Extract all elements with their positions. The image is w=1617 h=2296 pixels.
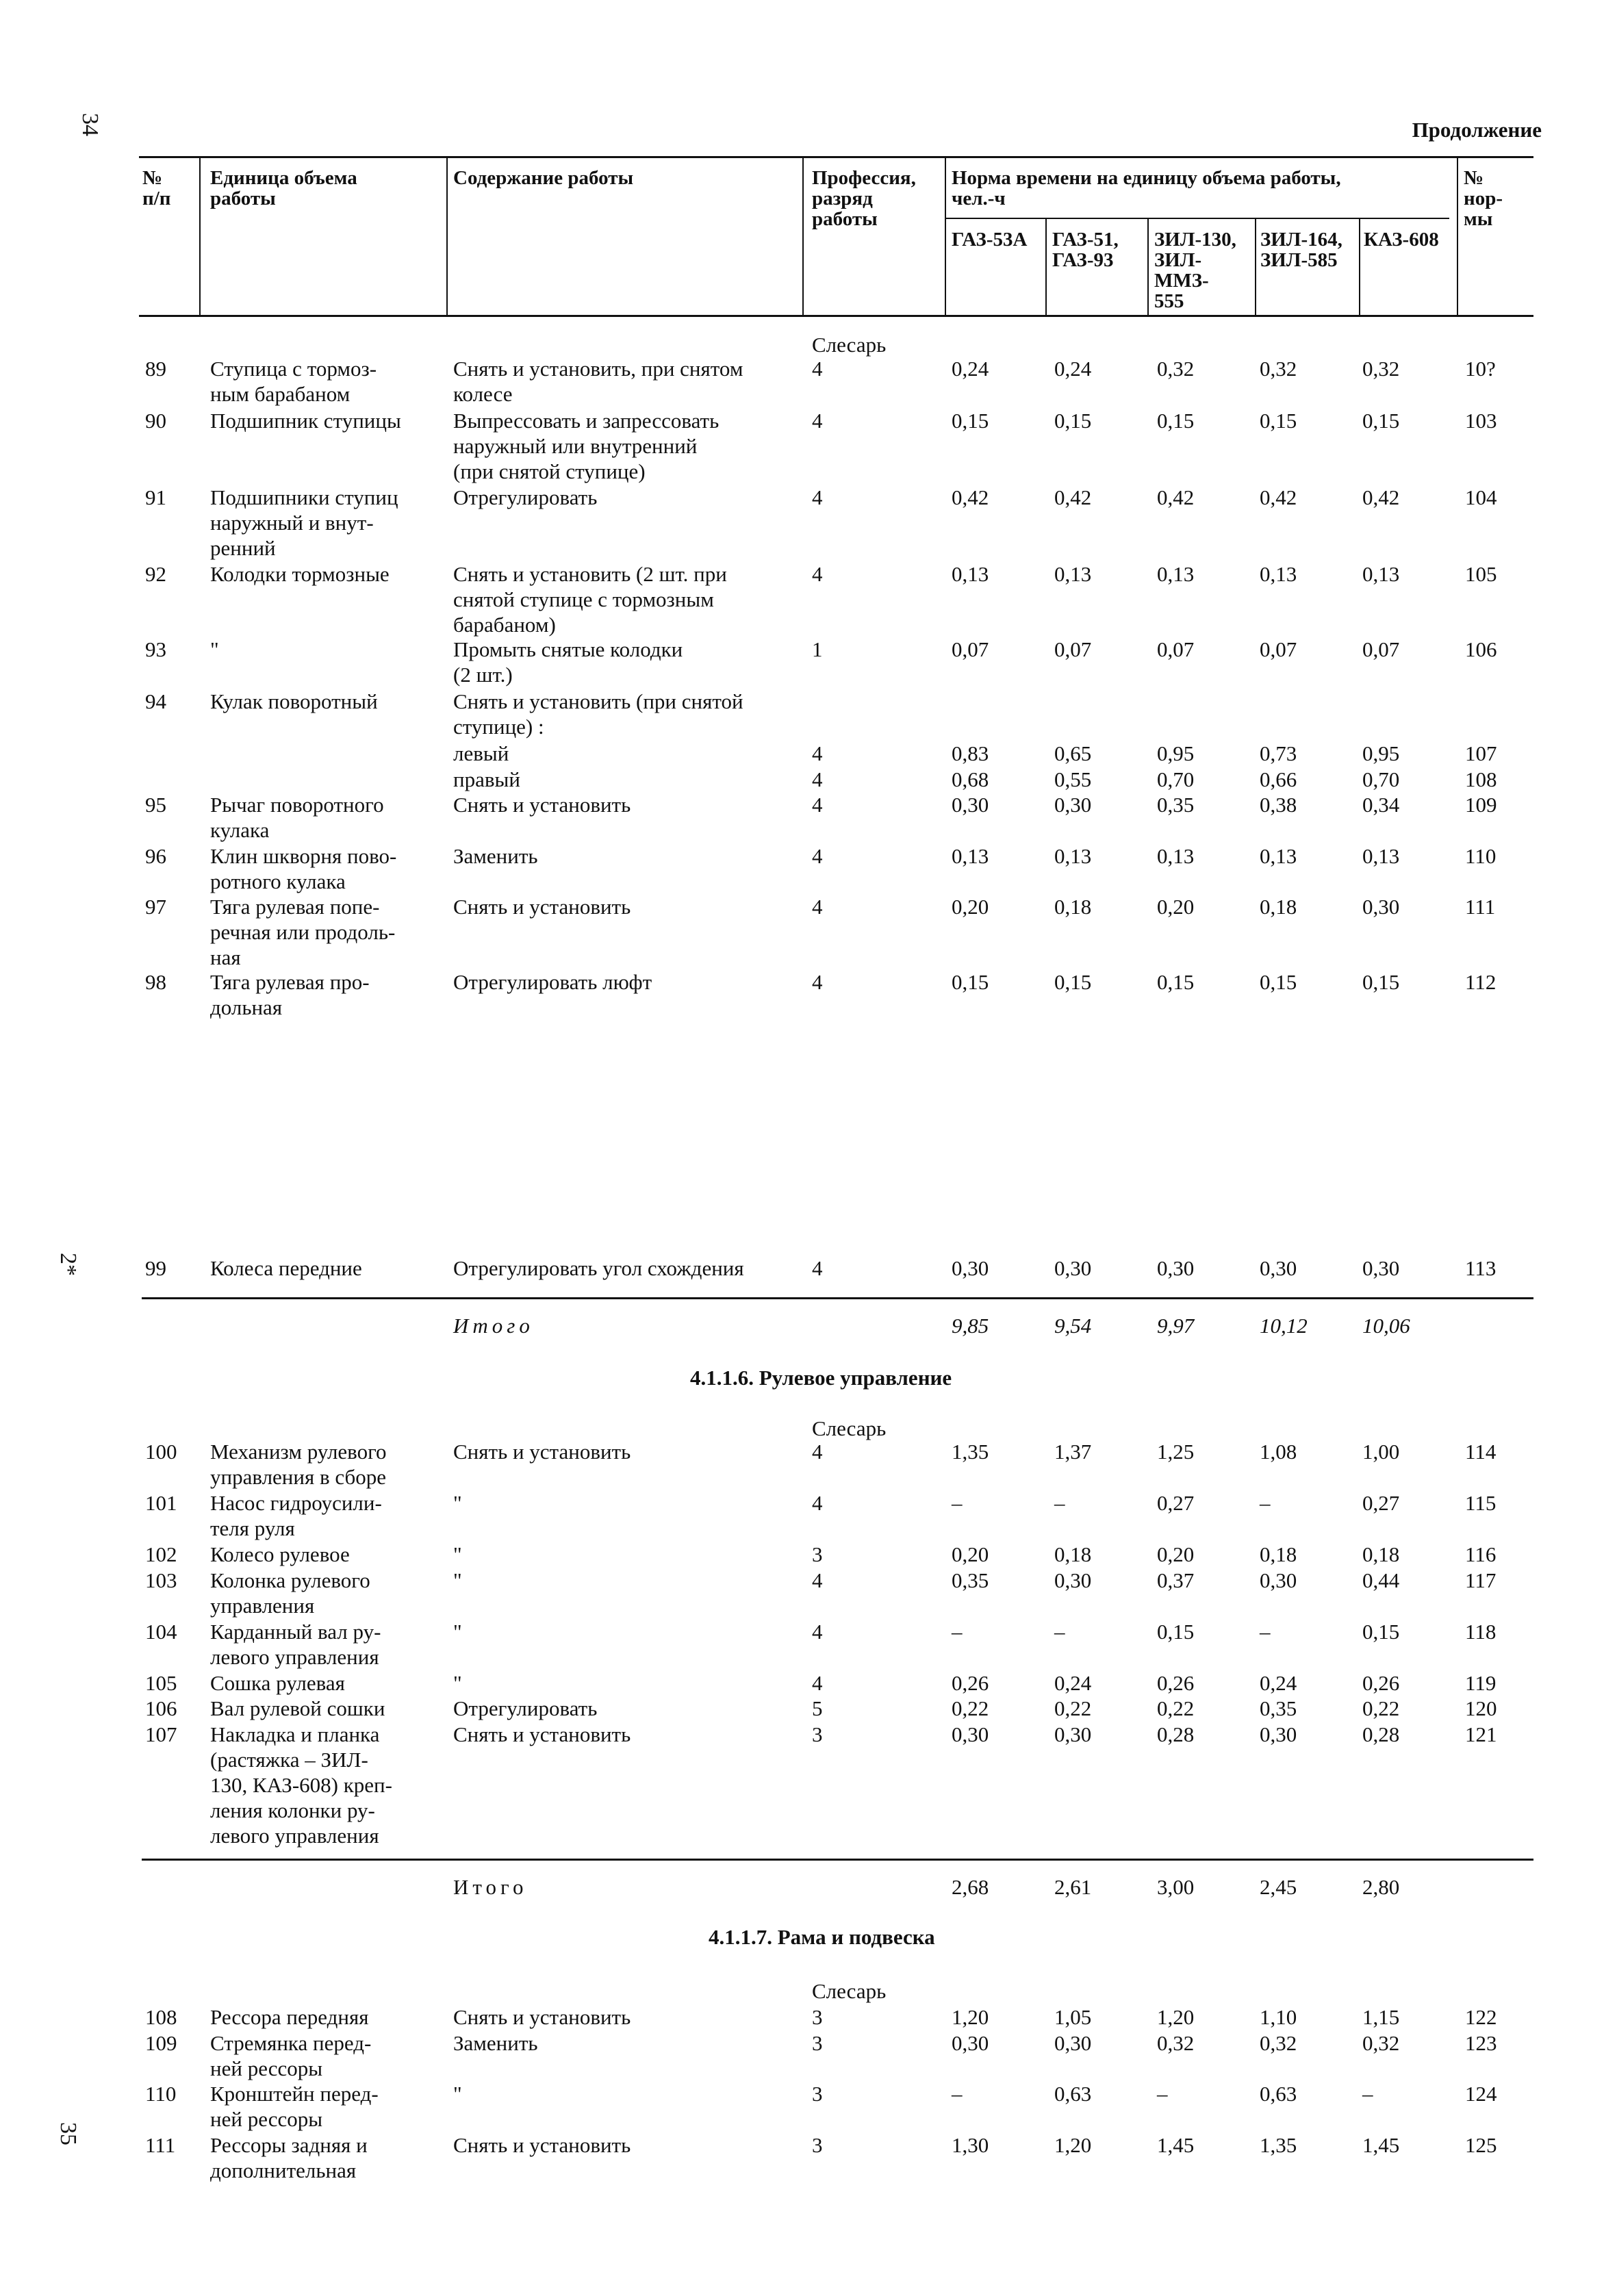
row-norm-number: 113 (1465, 1256, 1497, 1280)
row-time-value: 1,35 (952, 1440, 989, 1464)
row-time-value: 0,20 (952, 1542, 989, 1566)
row-time-value: 0,68 (952, 767, 989, 791)
row-time-value: 0,22 (1054, 1696, 1092, 1720)
total-value: 10,06 (1362, 1314, 1410, 1338)
header-top-rule (139, 156, 1533, 158)
row-time-value: 0,28 (1362, 1722, 1400, 1746)
header-col-norm-no: № нор- мы (1464, 167, 1503, 230)
row-time-value: 0,15 (1362, 970, 1400, 994)
total-value: 9,54 (1054, 1314, 1092, 1338)
header-mid-rule (946, 218, 1449, 219)
row-time-value: 0,37 (1157, 1568, 1195, 1592)
total-value: 10,12 (1260, 1314, 1308, 1338)
total-rule (142, 1859, 1533, 1861)
row-time-value: 0,95 (1157, 741, 1195, 765)
row-grade: 4 (812, 485, 823, 509)
row-number: 96 (145, 844, 166, 868)
row-time-value: 1,45 (1157, 2133, 1195, 2157)
header-vrule (1147, 218, 1149, 315)
row-work: Снять и установить (453, 793, 631, 817)
page-number-top: 34 (77, 113, 103, 136)
row-time-value: 0,70 (1362, 767, 1400, 791)
row-time-value: 0,24 (1054, 1671, 1092, 1695)
row-time-value: 0,07 (1362, 637, 1400, 661)
row-unit: Колеса передние (210, 1256, 362, 1280)
row-time-value: 0,65 (1054, 741, 1092, 765)
row-number: 93 (145, 637, 166, 661)
row-time-value: 0,66 (1260, 767, 1297, 791)
row-grade: 3 (812, 2133, 823, 2157)
row-norm-number: 112 (1465, 970, 1497, 994)
header-col-norm: Норма времени на единицу объема работы, чел.-ч (952, 167, 1341, 209)
row-time-value: 0,07 (1157, 637, 1195, 661)
total-value: 3,00 (1157, 1875, 1195, 1899)
continuation-label: Продолжение (1412, 118, 1542, 142)
row-work: " (453, 1491, 462, 1515)
row-number: 107 (145, 1722, 177, 1746)
row-time-value: 0,70 (1157, 767, 1195, 791)
row-time-value: 0,26 (1362, 1671, 1400, 1695)
row-unit: Рычаг поворотного кулака (210, 793, 384, 842)
row-unit: Кулак поворотный (210, 689, 378, 713)
row-number: 108 (145, 2005, 177, 2029)
row-norm-number: 120 (1465, 1696, 1497, 1720)
row-number: 100 (145, 1440, 177, 1464)
row-time-value: 1,20 (952, 2005, 989, 2029)
row-unit: Кронштейн перед- ней рессоры (210, 2082, 379, 2131)
total-label: Итого (453, 1314, 534, 1338)
header-bottom-rule (139, 315, 1533, 317)
total-value: 2,61 (1054, 1875, 1092, 1899)
row-time-value: 1,00 (1362, 1440, 1400, 1464)
row-time-value: 0,15 (952, 970, 989, 994)
total-value: 2,80 (1362, 1875, 1400, 1899)
row-norm-number: 117 (1465, 1568, 1497, 1592)
total-value: 9,85 (952, 1314, 989, 1338)
row-time-value: 0,24 (1260, 1671, 1297, 1695)
header-vrule (1045, 218, 1047, 315)
row-unit: Насос гидроусили- теля руля (210, 1491, 382, 1540)
row-work: " (453, 1542, 462, 1566)
row-number: 110 (145, 2082, 177, 2106)
row-norm-number: 115 (1465, 1491, 1497, 1515)
profession-label: Слесарь (812, 1979, 887, 2003)
profession-label: Слесарь (812, 333, 887, 357)
row-time-value: 0,30 (1054, 2031, 1092, 2055)
row-time-value: 0,07 (952, 637, 989, 661)
row-work: Снять и установить, при снятом колесе (453, 357, 743, 406)
row-unit: Карданный вал ру- левого управления (210, 1620, 381, 1669)
row-time-value: 0,42 (952, 485, 989, 509)
row-work: Снять и установить (453, 2005, 631, 2029)
row-time-value: 0,32 (1157, 2031, 1195, 2055)
row-time-value: 0,13 (952, 844, 989, 868)
row-time-value: – (1157, 2082, 1168, 2106)
row-time-value: 1,15 (1362, 2005, 1400, 2029)
row-work: " (453, 1568, 462, 1592)
row-time-value: 0,13 (1260, 562, 1297, 586)
row-grade: 4 (812, 562, 823, 586)
row-time-value: 0,30 (1362, 895, 1400, 919)
row-work: Промыть снятые колодки (2 шт.) (453, 637, 683, 687)
row-work: Выпрессовать и запрессовать наружный или внутренний (при снятой ступице) (453, 409, 720, 483)
row-unit: " (210, 637, 219, 661)
row-time-value: 0,15 (1260, 409, 1297, 433)
header-vrule (1457, 156, 1458, 315)
row-time-value: – (952, 1620, 963, 1644)
row-time-value: 0,32 (1362, 357, 1400, 381)
row-norm-number: 107 (1465, 741, 1497, 765)
row-time-value: 0,15 (1362, 1620, 1400, 1644)
row-time-value: 0,30 (1260, 1256, 1297, 1280)
row-number: 106 (145, 1696, 177, 1720)
row-time-value: 0,30 (952, 1256, 989, 1280)
row-work: Отрегулировать угол схождения (453, 1256, 744, 1280)
row-time-value: – (1054, 1620, 1065, 1644)
row-grade: 3 (812, 1722, 823, 1746)
row-norm-number: 110 (1465, 844, 1497, 868)
row-work: " (453, 1620, 462, 1644)
row-norm-number: 114 (1465, 1440, 1497, 1464)
row-unit: Подшипники ступиц наружный и внут- ренний (210, 485, 398, 560)
row-time-value: 0,13 (1362, 562, 1400, 586)
row-grade: 4 (812, 793, 823, 817)
row-time-value: 0,18 (1054, 1542, 1092, 1566)
row-unit: Механизм рулевого управления в сборе (210, 1440, 387, 1489)
row-norm-number: 122 (1465, 2005, 1497, 2029)
row-unit: Накладка и планка (растяжка – ЗИЛ- 130, КАЗ-608) креп- ления колонки ру- левого управления (210, 1722, 392, 1848)
row-time-value: 0,15 (1157, 970, 1195, 994)
row-grade: 4 (812, 1491, 823, 1515)
profession-label: Слесарь (812, 1416, 887, 1440)
row-norm-number: 10? (1465, 357, 1496, 381)
row-norm-number: 125 (1465, 2133, 1497, 2157)
row-grade: 5 (812, 1696, 823, 1720)
row-norm-number: 118 (1465, 1620, 1497, 1644)
row-time-value: 0,30 (1157, 1256, 1195, 1280)
row-time-value: 0,63 (1260, 2082, 1297, 2106)
total-value: 2,68 (952, 1875, 989, 1899)
row-time-value: – (1362, 2082, 1373, 2106)
row-norm-number: 109 (1465, 793, 1497, 817)
row-time-value: 0,30 (1054, 1256, 1092, 1280)
row-unit: Сошка рулевая (210, 1671, 345, 1695)
row-time-value: 0,15 (1260, 970, 1297, 994)
row-grade: 4 (812, 895, 823, 919)
row-time-value: 0,30 (1054, 1722, 1092, 1746)
row-work: " (453, 2082, 462, 2106)
row-grade: 4 (812, 1620, 823, 1644)
row-time-value: 1,35 (1260, 2133, 1297, 2157)
row-unit: Клин шкворня пово- ротного кулака (210, 844, 397, 893)
row-grade: 4 (812, 844, 823, 868)
row-grade: 3 (812, 2005, 823, 2029)
row-time-value: 1,37 (1054, 1440, 1092, 1464)
row-unit: Тяга рулевая про- дольная (210, 970, 370, 1019)
row-work: левый (453, 741, 509, 765)
header-model: ЗИЛ-164, ЗИЛ-585 (1260, 229, 1342, 271)
row-grade: 3 (812, 2031, 823, 2055)
row-time-value: 0,22 (1362, 1696, 1400, 1720)
row-time-value: 1,30 (952, 2133, 989, 2157)
row-norm-number: 111 (1465, 895, 1496, 919)
row-time-value: – (1260, 1491, 1271, 1515)
row-time-value: 0,18 (1362, 1542, 1400, 1566)
row-grade: 1 (812, 637, 823, 661)
row-grade: 4 (812, 767, 823, 791)
row-time-value: 0,30 (1362, 1256, 1400, 1280)
header-vrule (945, 156, 946, 315)
row-time-value: 0,15 (1157, 1620, 1195, 1644)
row-number: 92 (145, 562, 166, 586)
row-time-value: – (1054, 1491, 1065, 1515)
row-unit: Колесо рулевое (210, 1542, 350, 1566)
row-time-value: 0,13 (1054, 844, 1092, 868)
row-time-value: 0,13 (1054, 562, 1092, 586)
header-vrule (446, 156, 448, 315)
row-time-value: 0,30 (1260, 1722, 1297, 1746)
row-work: Снять и установить (453, 2133, 631, 2157)
row-time-value: 0,13 (1157, 562, 1195, 586)
row-time-value: 0,32 (1157, 357, 1195, 381)
row-time-value: 0,28 (1157, 1722, 1195, 1746)
row-time-value: 0,13 (1260, 844, 1297, 868)
total-rule (142, 1297, 1533, 1299)
section-title: 4.1.1.6. Рулевое управление (690, 1366, 952, 1390)
row-work: Заменить (453, 844, 538, 868)
row-time-value: 0,42 (1362, 485, 1400, 509)
row-time-value: 0,83 (952, 741, 989, 765)
row-number: 95 (145, 793, 166, 817)
row-time-value: 0,30 (952, 1722, 989, 1746)
row-time-value: 0,18 (1054, 895, 1092, 919)
row-number: 89 (145, 357, 166, 381)
header-model: ГАЗ-53А (952, 229, 1028, 251)
row-time-value: 0,38 (1260, 793, 1297, 817)
row-norm-number: 123 (1465, 2031, 1497, 2055)
header-model: ЗИЛ-130, ЗИЛ- ММЗ- 555 (1154, 229, 1236, 312)
row-grade: 3 (812, 2082, 823, 2106)
row-work: Отрегулировать люфт (453, 970, 652, 994)
row-time-value: 0,32 (1260, 2031, 1297, 2055)
row-unit: Вал рулевой сошки (210, 1696, 385, 1720)
row-time-value: 0,20 (952, 895, 989, 919)
header-col-profession: Профессия, разряд работы (812, 167, 916, 230)
row-work: Отрегулировать (453, 485, 598, 509)
row-time-value: 0,27 (1362, 1491, 1400, 1515)
row-time-value: 1,20 (1157, 2005, 1195, 2029)
row-time-value: 0,20 (1157, 1542, 1195, 1566)
row-time-value: 1,25 (1157, 1440, 1195, 1464)
header-col-num: № п/п (142, 167, 171, 209)
row-work: " (453, 1671, 462, 1695)
row-time-value: 0,18 (1260, 895, 1297, 919)
row-unit: Стремянка перед- ней рессоры (210, 2031, 372, 2080)
row-number: 111 (145, 2133, 176, 2157)
row-time-value: 1,45 (1362, 2133, 1400, 2157)
row-time-value: 0,07 (1260, 637, 1297, 661)
side-mark: 2* (55, 1253, 81, 1276)
row-number: 97 (145, 895, 166, 919)
total-value: 2,45 (1260, 1875, 1297, 1899)
row-time-value: 0,63 (1054, 2082, 1092, 2106)
total-label: Итого (453, 1875, 528, 1899)
row-time-value: 0,34 (1362, 793, 1400, 817)
row-time-value: 0,13 (952, 562, 989, 586)
row-norm-number: 106 (1465, 637, 1497, 661)
row-number: 90 (145, 409, 166, 433)
row-work: правый (453, 767, 520, 791)
row-time-value: 0,95 (1362, 741, 1400, 765)
row-time-value: 0,32 (1362, 2031, 1400, 2055)
row-time-value: 0,30 (1054, 793, 1092, 817)
header-vrule (1255, 218, 1256, 315)
row-time-value: 0,32 (1260, 357, 1297, 381)
row-time-value: 0,07 (1054, 637, 1092, 661)
row-time-value: – (952, 2082, 963, 2106)
row-time-value: 0,15 (1157, 409, 1195, 433)
row-time-value: 1,20 (1054, 2133, 1092, 2157)
row-unit: Колодки тормозные (210, 562, 390, 586)
row-grade: 4 (812, 1440, 823, 1464)
row-time-value: 0,22 (1157, 1696, 1195, 1720)
row-number: 109 (145, 2031, 177, 2055)
row-grade: 4 (812, 409, 823, 433)
row-time-value: 0,30 (952, 793, 989, 817)
row-time-value: 1,05 (1054, 2005, 1092, 2029)
row-time-value: 0,42 (1260, 485, 1297, 509)
row-number: 99 (145, 1256, 166, 1280)
row-time-value: 0,35 (1260, 1696, 1297, 1720)
row-grade: 4 (812, 1568, 823, 1592)
row-time-value: – (952, 1491, 963, 1515)
total-value: 9,97 (1157, 1314, 1195, 1338)
row-time-value: 0,15 (1362, 409, 1400, 433)
row-time-value: 0,73 (1260, 741, 1297, 765)
row-work: Отрегулировать (453, 1696, 598, 1720)
header-col-unit: Единица объема работы (210, 167, 357, 209)
row-unit: Колонка рулевого управления (210, 1568, 370, 1618)
row-norm-number: 121 (1465, 1722, 1497, 1746)
row-time-value: 1,08 (1260, 1440, 1297, 1464)
header-model: ГАЗ-51, ГАЗ-93 (1052, 229, 1119, 271)
row-unit: Рессоры задняя и дополнительная (210, 2133, 368, 2182)
row-time-value: 0,44 (1362, 1568, 1400, 1592)
row-time-value: 0,18 (1260, 1542, 1297, 1566)
row-time-value: 1,10 (1260, 2005, 1297, 2029)
row-time-value: 0,35 (1157, 793, 1195, 817)
row-number: 103 (145, 1568, 177, 1592)
row-norm-number: 105 (1465, 562, 1497, 586)
row-time-value: 0,27 (1157, 1491, 1195, 1515)
row-grade: 4 (812, 1671, 823, 1695)
row-work: Снять и установить (453, 895, 631, 919)
row-norm-number: 103 (1465, 409, 1497, 433)
row-number: 101 (145, 1491, 177, 1515)
row-number: 94 (145, 689, 166, 713)
page-number-bottom: 35 (55, 2122, 81, 2145)
row-grade: 4 (812, 741, 823, 765)
row-time-value: 0,22 (952, 1696, 989, 1720)
row-time-value: 0,26 (1157, 1671, 1195, 1695)
row-norm-number: 116 (1465, 1542, 1497, 1566)
row-unit: Рессора передняя (210, 2005, 369, 2029)
row-time-value: 0,24 (952, 357, 989, 381)
row-time-value: 0,35 (952, 1568, 989, 1592)
header-model: КАЗ-608 (1364, 229, 1439, 251)
row-work: Заменить (453, 2031, 538, 2055)
row-time-value: 0,13 (1157, 844, 1195, 868)
row-time-value: 0,26 (952, 1671, 989, 1695)
row-work: Снять и установить (при снятой ступице) : (453, 689, 743, 739)
row-unit: Ступица с тормоз- ным барабаном (210, 357, 377, 406)
row-time-value: 0,15 (1054, 970, 1092, 994)
row-time-value: 0,30 (952, 2031, 989, 2055)
row-number: 91 (145, 485, 166, 509)
row-grade: 3 (812, 1542, 823, 1566)
row-grade: 4 (812, 1256, 823, 1280)
row-norm-number: 108 (1465, 767, 1497, 791)
row-number: 104 (145, 1620, 177, 1644)
row-unit: Подшипник ступицы (210, 409, 401, 433)
row-time-value: 0,20 (1157, 895, 1195, 919)
row-norm-number: 119 (1465, 1671, 1497, 1695)
row-unit: Тяга рулевая попе- речная или продоль- ная (210, 895, 396, 969)
row-time-value: 0,15 (952, 409, 989, 433)
row-number: 105 (145, 1671, 177, 1695)
row-number: 102 (145, 1542, 177, 1566)
header-vrule (802, 156, 804, 315)
row-grade: 4 (812, 357, 823, 381)
row-number: 98 (145, 970, 166, 994)
header-vrule (1359, 218, 1360, 315)
row-grade: 4 (812, 970, 823, 994)
row-time-value: 0,24 (1054, 357, 1092, 381)
row-norm-number: 124 (1465, 2082, 1497, 2106)
row-work: Снять и установить (453, 1722, 631, 1746)
section-title: 4.1.1.7. Рама и подвеска (709, 1925, 935, 1949)
row-time-value: 0,13 (1362, 844, 1400, 868)
row-work: Снять и установить (453, 1440, 631, 1464)
row-time-value: 0,42 (1157, 485, 1195, 509)
row-time-value: 0,30 (1260, 1568, 1297, 1592)
row-time-value: – (1260, 1620, 1271, 1644)
row-time-value: 0,30 (1054, 1568, 1092, 1592)
header-col-content: Содержание работы (453, 167, 634, 189)
row-norm-number: 104 (1465, 485, 1497, 509)
row-time-value: 0,55 (1054, 767, 1092, 791)
row-work: Снять и установить (2 шт. при снятой ступице с тормозным барабаном) (453, 562, 727, 637)
header-vrule (199, 156, 201, 315)
row-time-value: 0,42 (1054, 485, 1092, 509)
row-time-value: 0,15 (1054, 409, 1092, 433)
